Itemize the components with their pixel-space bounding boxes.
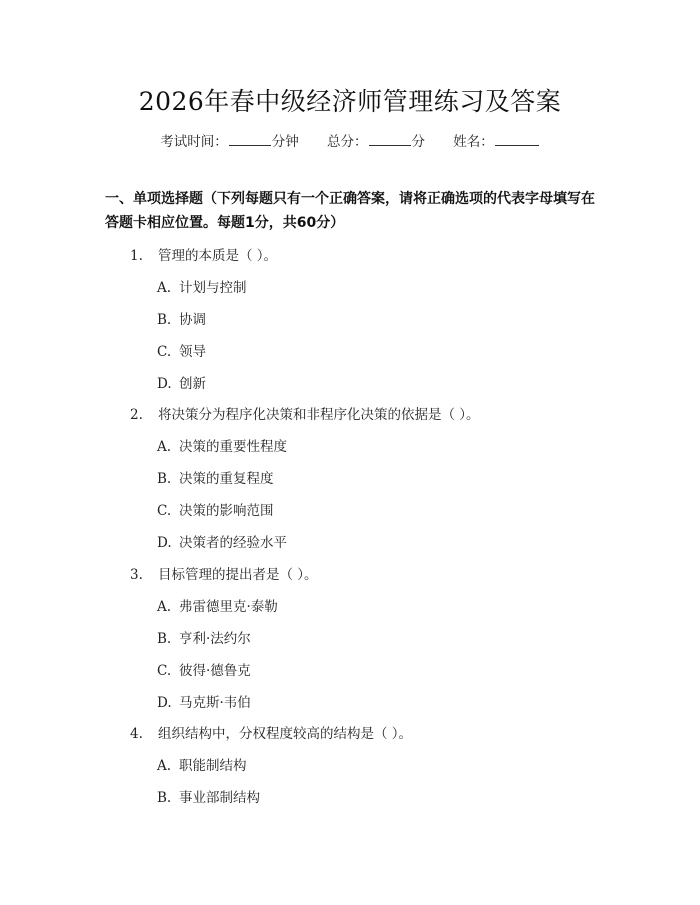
option-letter: B. — [157, 790, 172, 806]
exam-meta — [0, 130, 700, 150]
question-number: 1. — [130, 248, 143, 264]
question-number: 3. — [130, 567, 143, 583]
option-text: 决策者的经验水平 — [179, 535, 287, 551]
exam-time-unit: 分钟 — [271, 134, 299, 150]
option-text: 决策的重要性程度 — [179, 439, 287, 455]
option-letter: C. — [157, 663, 172, 679]
option-letter: A. — [157, 280, 172, 296]
option-text: 决策的重复程度 — [179, 471, 274, 487]
question-text: 目标管理的提出者是（ ）。 — [158, 567, 318, 583]
option-text: 计划与控制 — [179, 280, 247, 296]
question-1-option-d — [157, 372, 206, 392]
option-text: 职能制结构 — [179, 758, 247, 774]
question-3-option-c — [157, 659, 251, 679]
option-letter: A. — [157, 599, 172, 615]
question-text: 组织结构中，分权程度较高的结构是（ ）。 — [158, 726, 413, 742]
option-letter: B. — [157, 312, 172, 328]
exam-time-label: 考试时间： — [160, 134, 228, 150]
option-text: 彼得·德鲁克 — [179, 663, 251, 679]
total-score-unit: 分 — [411, 134, 425, 150]
option-text: 弗雷德里克·泰勒 — [179, 599, 278, 615]
question-2-option-b — [157, 467, 274, 487]
section-heading: 一、单项选择题（下列每题只有一个正确答案，请将正确选项的代表字母填写在答题卡相应位置。每题1分，共60分） — [105, 191, 595, 231]
option-text: 决策的影响范围 — [179, 503, 274, 519]
total-score-label: 总分： — [327, 134, 368, 150]
question-4-option-b — [157, 786, 260, 806]
option-letter: C. — [157, 503, 172, 519]
question-3 — [130, 563, 318, 583]
name-blank — [495, 133, 539, 146]
question-3-option-a — [157, 595, 278, 615]
total-score-blank — [369, 133, 411, 146]
question-3-option-b — [157, 627, 251, 647]
question-2-option-a — [157, 435, 287, 455]
question-3-option-d — [157, 691, 251, 711]
option-letter: B. — [157, 631, 172, 647]
option-text: 协调 — [179, 312, 206, 328]
page-title: 2026年春中级经济师管理练习及答案 — [138, 87, 562, 116]
option-letter: C. — [157, 344, 172, 360]
exam-time-blank — [229, 133, 271, 146]
question-1-option-b — [157, 308, 206, 328]
question-1 — [130, 244, 277, 264]
option-letter: D. — [157, 695, 172, 711]
exam-time-field — [160, 130, 299, 150]
question-4-option-a — [157, 754, 247, 774]
option-letter: A. — [157, 758, 172, 774]
name-field — [453, 130, 540, 150]
option-letter: D. — [157, 535, 172, 551]
question-text: 管理的本质是（ ）。 — [158, 248, 278, 264]
option-letter: A. — [157, 439, 172, 455]
question-4 — [130, 722, 412, 742]
question-2-option-c — [157, 499, 274, 519]
total-score-field — [327, 130, 425, 150]
question-1-option-c — [157, 340, 206, 360]
option-text: 亨利·法约尔 — [179, 631, 251, 647]
question-1-option-a — [157, 276, 247, 296]
question-text: 将决策分为程序化决策和非程序化决策的依据是（ ）。 — [158, 407, 480, 423]
option-text: 马克斯·韦伯 — [179, 695, 251, 711]
question-2 — [130, 403, 480, 423]
question-2-option-d — [157, 531, 287, 551]
question-number: 4. — [130, 726, 143, 742]
option-letter: D. — [157, 376, 172, 392]
option-letter: B. — [157, 471, 172, 487]
question-number: 2. — [130, 407, 143, 423]
option-text: 创新 — [179, 376, 206, 392]
option-text: 事业部制结构 — [179, 790, 260, 806]
name-label: 姓名： — [453, 134, 494, 150]
option-text: 领导 — [179, 344, 206, 360]
